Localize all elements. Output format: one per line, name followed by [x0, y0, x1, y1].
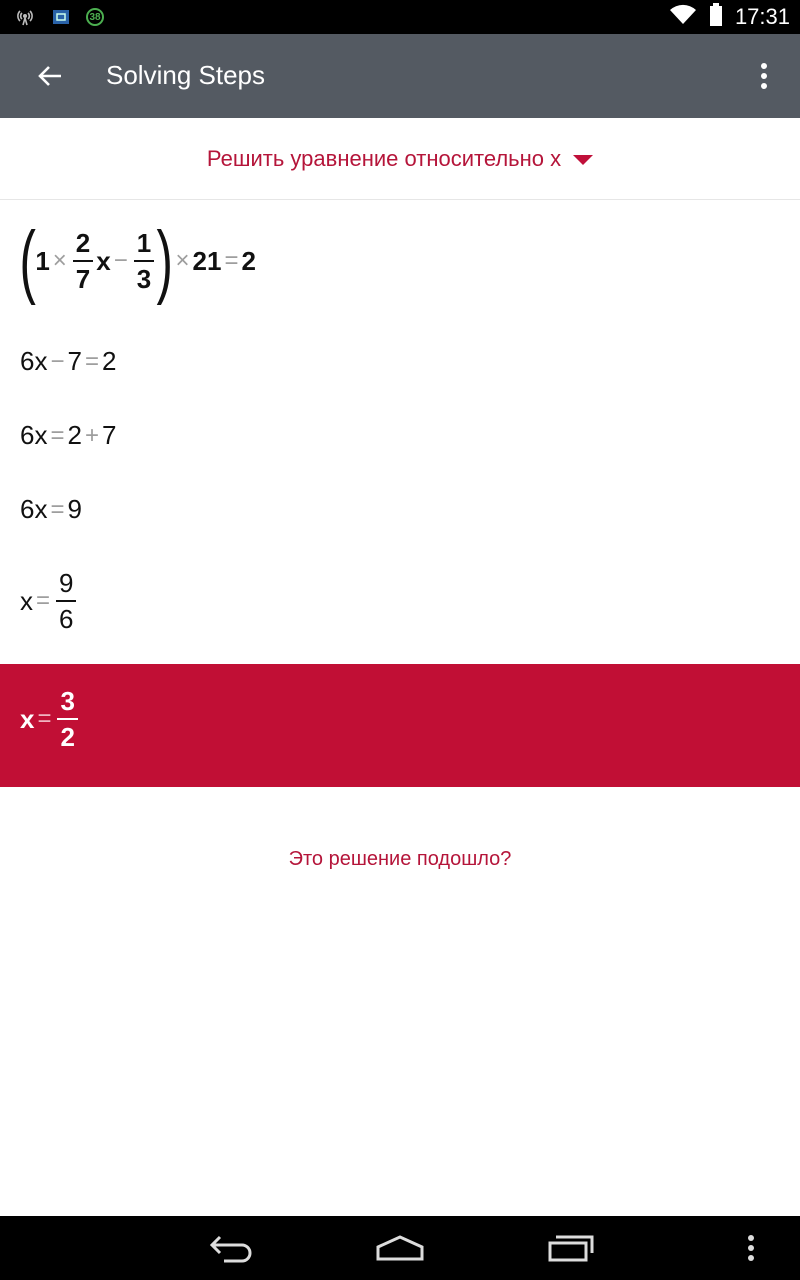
- equals-sign: =: [84, 347, 99, 375]
- equals-sign: =: [50, 421, 65, 449]
- original-equation: [19, 215, 256, 306]
- fraction: [73, 230, 93, 292]
- term: 2: [67, 420, 82, 450]
- denominator: 2: [57, 718, 77, 750]
- term: 2: [241, 245, 256, 276]
- home-nav-icon: [374, 1233, 426, 1263]
- operator: ×: [175, 247, 190, 274]
- equals-sign: =: [37, 705, 52, 732]
- more-vert-icon: [761, 63, 767, 89]
- final-result: [0, 664, 800, 787]
- equals-sign: =: [36, 587, 51, 614]
- page-title: Solving Steps: [106, 60, 265, 90]
- back-button[interactable]: [30, 56, 70, 96]
- term: 21: [192, 245, 222, 276]
- badge-icon: 38: [86, 8, 104, 26]
- solving-step: [20, 494, 82, 525]
- solve-for-label: Решить уравнение относительно x: [206, 145, 562, 171]
- status-icons-left: [14, 6, 104, 28]
- back-nav-icon: [206, 1233, 254, 1263]
- status-icons-right: [669, 0, 790, 34]
- term: 2: [101, 346, 117, 376]
- denominator: 3: [134, 260, 154, 292]
- term: 9: [67, 494, 82, 524]
- open-paren: (: [19, 215, 36, 306]
- operator: +: [84, 421, 99, 449]
- fraction: [57, 688, 77, 750]
- fraction: [56, 570, 76, 632]
- numerator: 2: [75, 228, 91, 258]
- operator: ×: [52, 247, 67, 274]
- operator: −: [113, 247, 128, 274]
- variable: x: [20, 703, 35, 734]
- wifi-icon: [669, 4, 697, 31]
- nav-home-button[interactable]: [370, 1228, 430, 1268]
- battery-icon: [709, 3, 723, 32]
- nav-overflow-button[interactable]: [736, 1228, 766, 1268]
- app-bar: [0, 34, 800, 118]
- variable: x: [96, 245, 111, 276]
- denominator: 7: [73, 260, 93, 292]
- status-bar: [0, 0, 800, 34]
- term: 6x: [20, 346, 48, 376]
- term: 7: [67, 346, 82, 376]
- solving-step: [20, 346, 116, 377]
- arrow-back-icon: [37, 63, 63, 89]
- close-paren: ): [156, 215, 174, 306]
- equals-sign: =: [50, 495, 65, 523]
- solving-step: [20, 570, 79, 632]
- numerator: 3: [60, 686, 75, 716]
- nav-recents-button[interactable]: [540, 1228, 600, 1268]
- feedback-link[interactable]: Это решение подошло?: [288, 848, 512, 870]
- signal-broadcast-icon: [14, 6, 36, 28]
- denominator: 6: [56, 600, 76, 632]
- numerator: 1: [136, 228, 152, 258]
- recents-nav-icon: [546, 1233, 594, 1263]
- term: 6x: [20, 420, 48, 450]
- more-vert-icon: [748, 1235, 754, 1261]
- numerator: 9: [59, 568, 74, 598]
- nav-back-button[interactable]: [200, 1228, 260, 1268]
- screen-cast-icon: [50, 6, 72, 28]
- navigation-bar: [0, 1216, 800, 1280]
- equals-sign: =: [224, 247, 239, 274]
- status-time: 17:31: [734, 4, 790, 29]
- solving-step: [20, 420, 116, 451]
- fraction: [134, 230, 154, 292]
- term: 1: [35, 245, 50, 276]
- term: 6x: [20, 494, 48, 524]
- operator: −: [50, 347, 65, 375]
- caret-down-icon: [573, 155, 593, 165]
- solve-for-dropdown[interactable]: [0, 118, 800, 200]
- overflow-menu-button[interactable]: [752, 56, 776, 96]
- term: 7: [101, 420, 117, 450]
- variable: x: [20, 585, 33, 616]
